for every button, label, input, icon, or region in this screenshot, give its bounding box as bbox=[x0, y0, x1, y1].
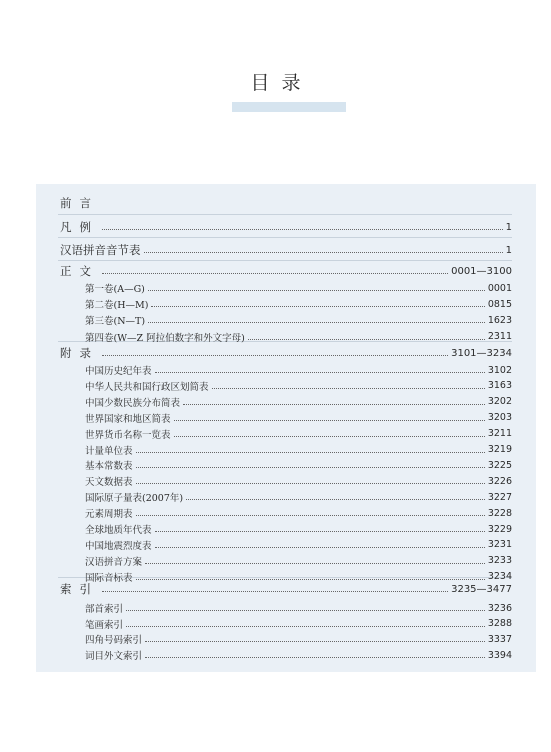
dot-leader bbox=[136, 466, 485, 468]
toc-section-entry[interactable] bbox=[60, 581, 512, 597]
toc-subentry[interactable] bbox=[85, 426, 512, 442]
toc-page-number: 1623 bbox=[487, 314, 512, 326]
dot-leader bbox=[136, 451, 485, 453]
toc-page-number: 3288 bbox=[487, 618, 512, 630]
dot-leader bbox=[151, 305, 484, 307]
toc-subentry[interactable] bbox=[85, 442, 512, 458]
toc-subentry[interactable] bbox=[85, 600, 512, 616]
dot-leader bbox=[145, 640, 485, 642]
toc-entry-label: 中国少数民族分布简表 bbox=[85, 397, 181, 409]
section-divider bbox=[58, 237, 512, 238]
toc-entry-label: 笔画索引 bbox=[85, 619, 124, 631]
toc-subentry[interactable] bbox=[85, 521, 512, 537]
toc-page-number: 3226 bbox=[487, 475, 512, 487]
dot-leader bbox=[126, 625, 485, 627]
toc-page-number: 3236 bbox=[487, 602, 512, 614]
toc-entry-label: 部首索引 bbox=[85, 604, 124, 615]
dot-leader bbox=[174, 435, 485, 437]
toc-entry-label: 国际原子量表(2007年) bbox=[85, 493, 184, 505]
toc-subentry[interactable] bbox=[85, 394, 512, 410]
dot-leader bbox=[183, 403, 485, 405]
toc-page-number: 2311 bbox=[487, 331, 512, 343]
section-divider bbox=[58, 260, 512, 261]
toc-subentry[interactable] bbox=[85, 553, 512, 569]
toc-page-number: 0001—3100 bbox=[451, 265, 512, 277]
dot-leader bbox=[155, 371, 485, 373]
toc-entry-label: 世界国家和地区简表 bbox=[85, 413, 171, 425]
toc-subentry[interactable] bbox=[85, 505, 512, 521]
dot-leader bbox=[186, 498, 485, 500]
toc-entry-label: 附录 bbox=[60, 346, 99, 360]
toc-page-number: 3102 bbox=[487, 364, 512, 376]
toc-subentry[interactable] bbox=[85, 329, 512, 345]
toc-entry-label: 基本常数表 bbox=[85, 461, 133, 473]
toc-page-number: 3235—3477 bbox=[451, 583, 512, 595]
toc-entry-label: 中华人民共和国行政区划简表 bbox=[85, 381, 209, 393]
toc-page-number: 3202 bbox=[487, 396, 512, 408]
toc-page-number: 3228 bbox=[487, 507, 512, 519]
toc-entry-label: 国际音标表 bbox=[85, 572, 133, 584]
toc-subentry[interactable] bbox=[85, 378, 512, 394]
toc-page-number: 0815 bbox=[487, 298, 512, 310]
toc-page-number: 3203 bbox=[487, 412, 512, 424]
toc-page-number: 3231 bbox=[487, 539, 512, 551]
toc-entry-label: 中国历史纪年表 bbox=[85, 366, 152, 377]
toc-entry-label: 第四卷(W—Z 阿拉伯数字和外文字母) bbox=[85, 332, 245, 344]
toc-subentry[interactable] bbox=[85, 616, 512, 632]
toc-entry-label: 全球地质年代表 bbox=[85, 525, 152, 536]
toc-page-number: 1 bbox=[505, 244, 512, 256]
toc-subentry[interactable] bbox=[85, 489, 512, 505]
toc-page-number: 3233 bbox=[487, 555, 512, 567]
section-divider bbox=[58, 214, 512, 215]
dot-leader bbox=[174, 419, 485, 421]
dot-leader bbox=[155, 530, 485, 532]
toc-page-number: 3225 bbox=[487, 459, 512, 471]
toc-subentry[interactable] bbox=[85, 280, 512, 296]
toc-subentry[interactable] bbox=[85, 362, 512, 378]
dot-leader bbox=[212, 387, 485, 389]
dot-leader bbox=[148, 289, 485, 291]
toc-page-number: 3229 bbox=[487, 523, 512, 535]
dot-leader bbox=[102, 590, 448, 592]
toc-entry-label: 词目外文索引 bbox=[85, 651, 143, 663]
toc-entry-label: 正文 bbox=[60, 264, 99, 278]
toc-entry-label: 中国地震烈度表 bbox=[85, 540, 152, 552]
toc-subentry[interactable] bbox=[85, 473, 512, 489]
toc-subentry[interactable] bbox=[85, 296, 512, 312]
toc-entry-label: 第一卷(A—G) bbox=[85, 284, 145, 295]
dot-leader bbox=[126, 609, 485, 611]
dot-leader bbox=[102, 228, 503, 230]
dot-leader bbox=[248, 338, 485, 340]
toc-page-number: 3394 bbox=[487, 649, 512, 661]
dot-leader bbox=[145, 562, 485, 564]
toc-entry-label: 计量单位表 bbox=[85, 445, 133, 457]
toc-page-number: 3227 bbox=[487, 491, 512, 503]
toc-section-entry[interactable] bbox=[60, 242, 512, 258]
toc-entry-label: 第二卷(H—M) bbox=[85, 300, 149, 312]
page-title: 目录 bbox=[250, 72, 313, 94]
dot-leader bbox=[155, 546, 485, 548]
toc-page-number: 3234 bbox=[487, 571, 512, 583]
dot-leader bbox=[136, 514, 485, 516]
toc-page-number: 1 bbox=[505, 221, 512, 233]
toc-entry-label: 汉语拼音方案 bbox=[85, 556, 143, 568]
dot-leader bbox=[145, 656, 485, 658]
toc-entry-label: 世界货币名称一览表 bbox=[85, 429, 171, 441]
toc-section-entry[interactable] bbox=[60, 195, 512, 211]
dot-leader bbox=[136, 482, 485, 484]
toc-subentry[interactable] bbox=[85, 410, 512, 426]
dot-leader bbox=[148, 321, 485, 323]
toc-subentry[interactable] bbox=[85, 631, 512, 647]
toc-section-entry[interactable] bbox=[60, 219, 512, 235]
toc-section-entry[interactable] bbox=[60, 263, 512, 279]
dot-leader bbox=[102, 272, 448, 274]
toc-section-entry[interactable] bbox=[60, 345, 512, 361]
toc-subentry[interactable] bbox=[85, 312, 512, 328]
toc-page-number: 3219 bbox=[487, 444, 512, 455]
dot-leader bbox=[136, 578, 485, 580]
dot-leader bbox=[144, 251, 503, 253]
toc-page-number: 3101—3234 bbox=[451, 347, 512, 359]
toc-page-number: 0001 bbox=[487, 282, 512, 294]
toc-entry-label: 元素周期表 bbox=[85, 509, 133, 521]
dot-leader bbox=[102, 354, 448, 356]
toc-subentry[interactable] bbox=[85, 457, 512, 473]
toc-entry-label: 凡例 bbox=[60, 220, 99, 234]
toc-entry-label: 天文数据表 bbox=[85, 477, 133, 489]
toc-entry-label: 汉语拼音音节表 bbox=[60, 243, 141, 257]
toc-entry-label: 索引 bbox=[60, 582, 99, 596]
toc-page-number: 3163 bbox=[487, 380, 512, 392]
toc-entry-label: 第三卷(N—T) bbox=[85, 316, 146, 328]
toc-subentry[interactable] bbox=[85, 647, 512, 663]
toc-page-number: 3211 bbox=[487, 428, 512, 440]
toc-entry-label: 前言 bbox=[60, 196, 99, 210]
toc-entry-label: 四角号码索引 bbox=[85, 635, 143, 647]
toc-subentry[interactable] bbox=[85, 537, 512, 553]
toc-page-number: 3337 bbox=[487, 633, 512, 645]
